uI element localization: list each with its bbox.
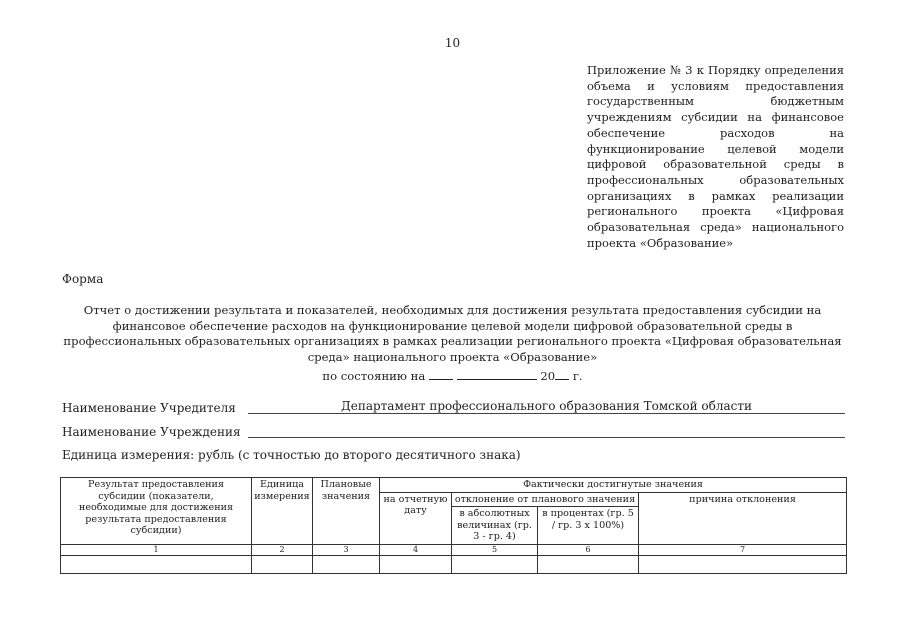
column-number: 7 xyxy=(639,544,847,555)
group-deviation-header: отклонение от планового значения xyxy=(452,492,639,507)
table-cell xyxy=(452,555,538,573)
column-number: 2 xyxy=(252,544,313,555)
col-planned-header: Плановые значения xyxy=(313,478,380,545)
day-blank xyxy=(429,368,453,380)
table-cell xyxy=(538,555,639,573)
column-number: 6 xyxy=(538,544,639,555)
table-cell xyxy=(380,555,452,573)
table-cell xyxy=(252,555,313,573)
table-row xyxy=(61,555,847,573)
col-reason-header: причина отклонения xyxy=(639,492,847,544)
column-number: 1 xyxy=(61,544,252,555)
table-cell xyxy=(313,555,380,573)
month-blank xyxy=(457,368,537,380)
column-number: 3 xyxy=(313,544,380,555)
col-result-header: Результат предоставления субсидии (показатели, необходимые для достижения результата предоставления субсидии) xyxy=(61,478,252,545)
as-of-line xyxy=(0,368,905,383)
annex-note: Приложение № 3 к Порядку определения объема и условиям предоставления государственным бюджетным учреждениям субсидии на финансовое обеспечение расходов на функционирование целевой модели цифровой образовательной среды в профессиональных образовательных организациях в рамках реализации регионального проекта «Цифровая образовательная среда» национального проекта «Образование» xyxy=(587,63,844,250)
group-actual-header: Фактически достигнутые значения xyxy=(380,478,847,493)
column-number: 5 xyxy=(452,544,538,555)
col-unit-header: Единица измерения xyxy=(252,478,313,545)
form-label: Форма xyxy=(62,272,104,286)
founder-field: Департамент профессионального образования Томской области xyxy=(248,399,845,414)
page-number: 10 xyxy=(444,36,461,50)
table-cell xyxy=(639,555,847,573)
column-number: 4 xyxy=(380,544,452,555)
table-cell xyxy=(61,555,252,573)
as-of-prefix: по состоянию на xyxy=(322,369,426,383)
institution-label: Наименование Учреждения xyxy=(62,425,241,439)
col-report-date-header: на отчетную дату xyxy=(380,492,452,544)
year-prefix: 20 xyxy=(540,369,556,383)
report-title: Отчет о достижении результата и показателей, необходимых для достижения результата предоставления субсидии на финансовое обеспечение расходов на функционирование целевой модели цифровой образовательной среды в профессиональных образовательных организациях в рамках реализации регионального проекта «Цифровая образовательная среда» национального проекта «Образование» xyxy=(63,303,842,364)
report-table xyxy=(60,477,847,574)
institution-field xyxy=(248,423,845,438)
year-suffix: г. xyxy=(572,369,583,383)
col-absolute-header: в абсолютных величинах (гр. 3 - гр. 4) xyxy=(452,507,538,545)
col-percent-header: в процентах (гр. 5 / гр. 3 x 100%) xyxy=(538,507,639,545)
units-note: Единица измерения: рубль (с точностью до второго десятичного знака) xyxy=(62,448,521,462)
year-blank xyxy=(555,368,569,380)
founder-label: Наименование Учредителя xyxy=(62,401,236,415)
